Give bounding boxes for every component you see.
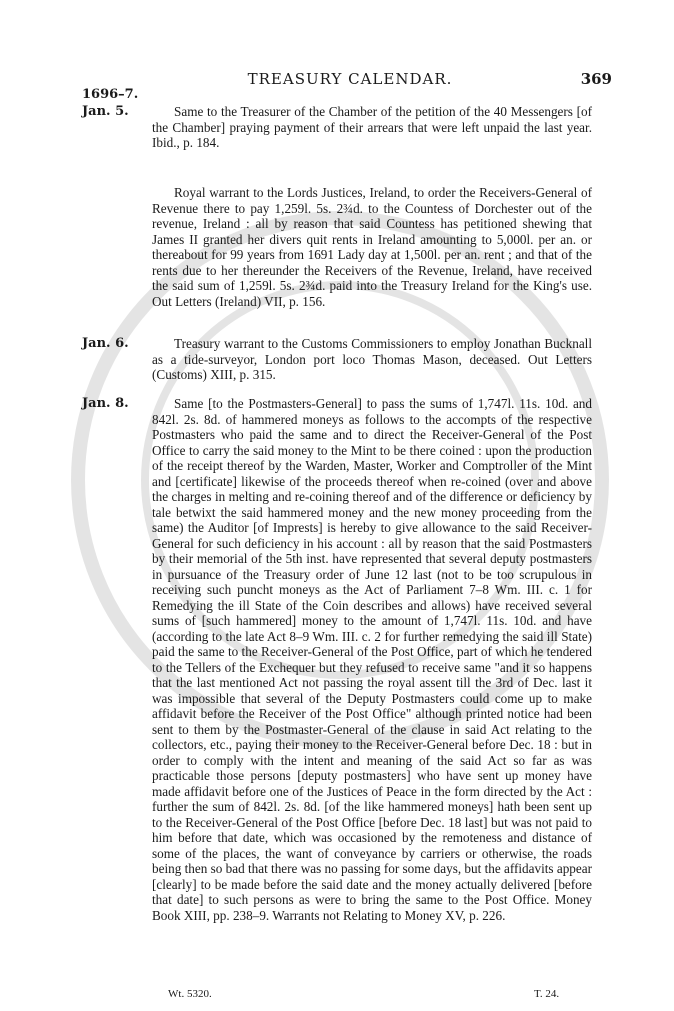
page-number: 369 — [580, 70, 612, 88]
entry-text: Treasury warrant to the Customs Commissioners to employ Jonathan Bucknall as a tide-surveyor, London port loco Thomas Mason, deceased. Out Letters (Customs) XIII, p. 315. — [152, 336, 592, 382]
entry-date: Jan. 5. — [82, 104, 129, 119]
footer-left: Wt. 5320. — [168, 988, 212, 1000]
footer-right: T. 24. — [534, 988, 560, 1000]
entry-date: Jan. 8. — [82, 396, 129, 411]
entry-text: Same [to the Postmasters-General] to pass the sums of 1,747l. 11s. 10d. and 842l. 2s. 8d. of hammered moneys as follows to the accompts of the respective Postmasters who paid the same and to direct the Receiver-General of the Post Office to carry the said money to the Mint to be there coined : upon the production of the receipt thereof by the Warden, Master, Worker and Comptroller of the Mint and [certificate] likewise of the proceeds thereof when re-coined (over and above the charges in melting and re-coining thereof and of the difference or deficiency by tale betwixt the said hammered money and the new money proceeding from the same) the Auditor [of Imprests] is hereby to give allowance to the said Receiver-General for such deficiency in his account : all by reason that the said Postmasters by their memorial of the 5th inst. have represented that several deputy postmasters in pursuance of the Treasury order of June 12 last (not to be too scrupulous in receiving such puncht moneys as the Act of Parliament 7–8 Wm. III. c. 1 for Remedying the ill State of the Coin describes and allows) have received several sums of [such hammered] money to the amount of 1,747l. 11s. 10d. and have (according to the late Act 8–9 Wm. III. c. 2 for further remedying the said ill State) paid the same to the Receiver-General of the Post Office, part of which he tendered to the Tellers of the Exchequer but they refused to receive same "and it so happens that the last mentioned Act not passing the royal assent till the 3rd of Dec. last it was impossible that several of the Deputy Postmasters could come up to make affidavit before the Receiver of the Post Office" although printed notice had been sent to them by the Postmaster-General of the clause in said Act relating to the collectors, etc., paying their money to the Receiver-General before Dec. 18 : but in order to comply with the intent and meaning of the said Act so far as was practicable those persons [deputy postmasters] who have sent up money have made affidavit before one of the Justices of Peace in the form directed by the Act : further the sum of 842l. 2s. 8d. [of the like hammered moneys] hath been sent up to the Receiver-General of the Post Office [before Dec. 18 last] but was not paid to him before that date, which was occasioned by the remoteness and distance of some of the places, the want of conveyance by carriers or otherwise, the roads being then so bad that there was no passing for some days, but the affidavits appear [clearly] to be made before the said date and the money actually delivered [before that date] to such persons as were to bring the same to the Post Office. Money Book XIII, pp. 238–9. Warrants not Relating to Money XV, p. 226. — [152, 396, 592, 923]
year-label: 1696–7. — [82, 87, 139, 102]
entry-text: Same to the Treasurer of the Chamber of the petition of the 40 Messengers [of the Chamber] praying payment of their arrears that were left unpaid the last year. Ibid., p. 184. — [152, 104, 592, 150]
running-head: TREASURY CALENDAR. — [247, 70, 453, 88]
entry-date: Jan. 6. — [82, 336, 129, 351]
entry-text: Royal warrant to the Lords Justices, Ireland, to order the Receivers-General of Revenue there to pay 1,259l. 5s. 2¾d. to the Countess of Dorchester out of the revenue, Ireland : all by reason that said Countess has petitioned shewing that James II granted her divers quit rents in Ireland amounting to 5,000l. per an. or thereabout for 99 years from 1691 Lady day at 1,500l. per an. rent ; and that of the rents due to her thereunder the Receivers of the Revenue, Ireland, have received the said sum of 1,259l. 5s. 2¾d. paid into the Treasury Ireland for the King's use. Out Letters (Ireland) VII, p. 156. — [152, 185, 592, 309]
